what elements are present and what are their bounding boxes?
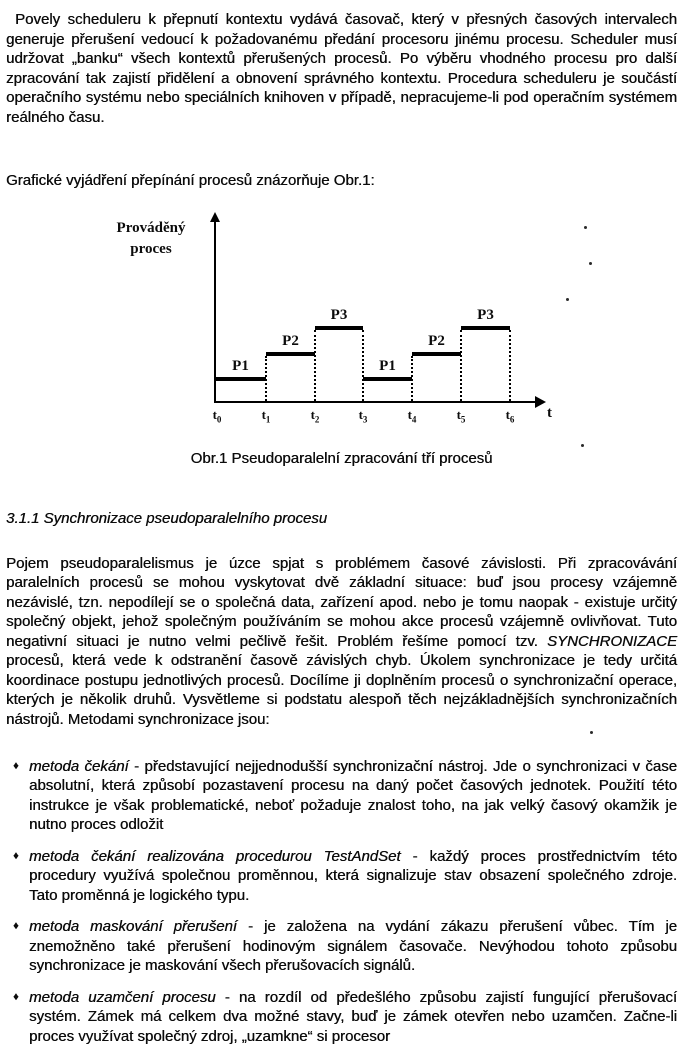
diamond-bullet-icon: ♦ [13,920,19,932]
segment-label: P3 [477,306,494,323]
x-axis-arrow-icon [535,396,546,408]
sync-methods-list [6,757,677,1046]
context-switch-dotted-line [509,330,511,401]
section-heading: 3.1.1 Synchronizace pseudoparalelního procesu [6,510,328,527]
method-name: metoda maskování přerušení [29,918,237,935]
process-segment [461,326,510,330]
context-switch-dotted-line [314,330,316,401]
scan-speck [581,444,584,447]
emphasized-term: SYNCHRONIZACE [546,632,677,650]
diamond-bullet-icon: ♦ [13,849,19,862]
scan-speck [589,262,592,265]
process-segment [215,377,266,381]
scan-speck [584,226,587,229]
diamond-bullet-icon: ♦ [13,759,19,772]
x-tick-label: $t_3$ [358,406,368,425]
segment-label: P2 [428,332,445,349]
x-axis-label: t [547,404,552,421]
y-axis-label: Prováděný proces [116,219,186,257]
y-axis [214,222,216,403]
x-tick-label: $t_0$ [212,406,222,425]
list-item-metoda-cekani [6,757,677,835]
process-segment [315,326,363,330]
method-description: - představující nejjednodušší synchronizační nástroj. Jde o synchronizaci v čase absolutní, která způsobí pozastavení procesu na daný počet časových jednotek. Použití této instrukce je však problematické, neboť požaduje znalost toho, na jak velký časový okamžik je nutno proces odložit [29,757,677,833]
process-segment [412,352,461,356]
list-item-metoda-uzamceni [6,988,677,1046]
figure-caption: Obr.1 Pseudoparalelní zpracování tří procesů [190,449,493,467]
diamond-bullet-icon: ♦ [13,990,19,1003]
x-tick-label: $t_5$ [456,406,466,425]
context-switch-dotted-line [460,330,462,401]
process-segment [266,352,315,356]
x-tick-label: $t_2$ [310,406,320,425]
paragraph-scheduler: Povely scheduleru k přepnutí kontextu vydává časovač, který v přesných časových intervalech generuje přerušení vedoucí k požadovanému předání procesoru jinému procesu. Scheduler musí udržovat „banku“ všech kontextů přerušených procesů. Po výběru vhodného procesu pro další zpracování tak zajistí přidělení a obnovení správného kontextu. Procedura scheduleru je součástí operačního systému nebo speciálních knihoven v případě, nepracujeme-li pod operačním systémem reálného času. [6,11,677,126]
x-tick-label: $t_1$ [261,406,271,425]
method-name: metoda uzamčení procesu [29,988,216,1006]
x-axis [214,401,536,403]
x-tick-label: $t_4$ [407,406,417,425]
list-item-metoda-maskovani [6,917,677,976]
segment-label: P2 [282,332,299,349]
method-name: metoda čekání realizována procedurou TestAndSet [29,847,401,865]
y-axis-arrow-icon [210,212,220,222]
scan-speck [566,298,569,301]
context-switch-dotted-line [411,356,413,401]
segment-label: P1 [232,357,249,374]
list-item-metoda-testandset [6,847,677,906]
method-description: - každý proces prostřednictvím této procedury využívá společnou proměnnou, která signalizuje stav obsazení společného zdroje. Tato proměnná je logického typu. [29,847,678,904]
context-switch-dotted-line [362,330,364,401]
figure-intro-text: Grafické vyjádření přepínání procesů znázorňuje Obr.1: [6,172,375,189]
segment-label: P1 [379,357,396,374]
method-description: - na rozdíl od předešlého způsobu zajistí fungující přerušovací systém. Zámek má celkem dva možné stavy, buď je zámek otevřen nebo uzamčen. Začne-li proces využívat společný zdroj, „uzamkne“ si procesor [29,988,677,1045]
paragraph-synchronization [6,554,677,749]
method-description: - je založena na vydání zákazu přerušení vůbec. Tím je znemožněno také přerušení hodinovým signálem časovače. Nevýhodou tohoto způsobu synchronizace je maskování všech přerušovacích signálů. [29,918,677,974]
paragraph-text-before-emphasis: Pojem pseudoparalelismus je úzce spjat s problémem časové závislosti. Při zpracovávání paralelních procesů se mohou vyskytovat dvě základní situace: buď jsou procesy vzájemně nezávislé, tzn. nepodílejí se o společná data, zařízení apod. nebo je tomu naopak - existuje určitý společný objekt, jehož společným používáním se mohou akce procesů vzájemně ovlivňovat. Tuto negativní situaci je nutno velmi pečlivě řešit. Problém řešíme pomocí tzv. [6,554,677,650]
x-tick-label: $t_6$ [505,406,515,425]
context-switch-dotted-line [265,356,267,401]
process-switching-diagram [6,210,677,425]
process-segment [363,377,412,381]
method-name: metoda čekání [29,757,129,775]
paragraph-text-after-emphasis: procesů, která vede k odstranění časově závislých chyb. Úkolem synchronizace je tedy určitá koordinace postupu jednotlivých procesů. Docílíme ji doplněním procesů o synchronizační operace, kterých je několik druhů. Vysvětleme si podstatu alespoň těch nejzákladnějších synchronizačních nástrojů. Metodami synchronizace jsou: [6,652,677,728]
segment-label: P3 [330,306,348,323]
scan-speck [590,731,593,734]
